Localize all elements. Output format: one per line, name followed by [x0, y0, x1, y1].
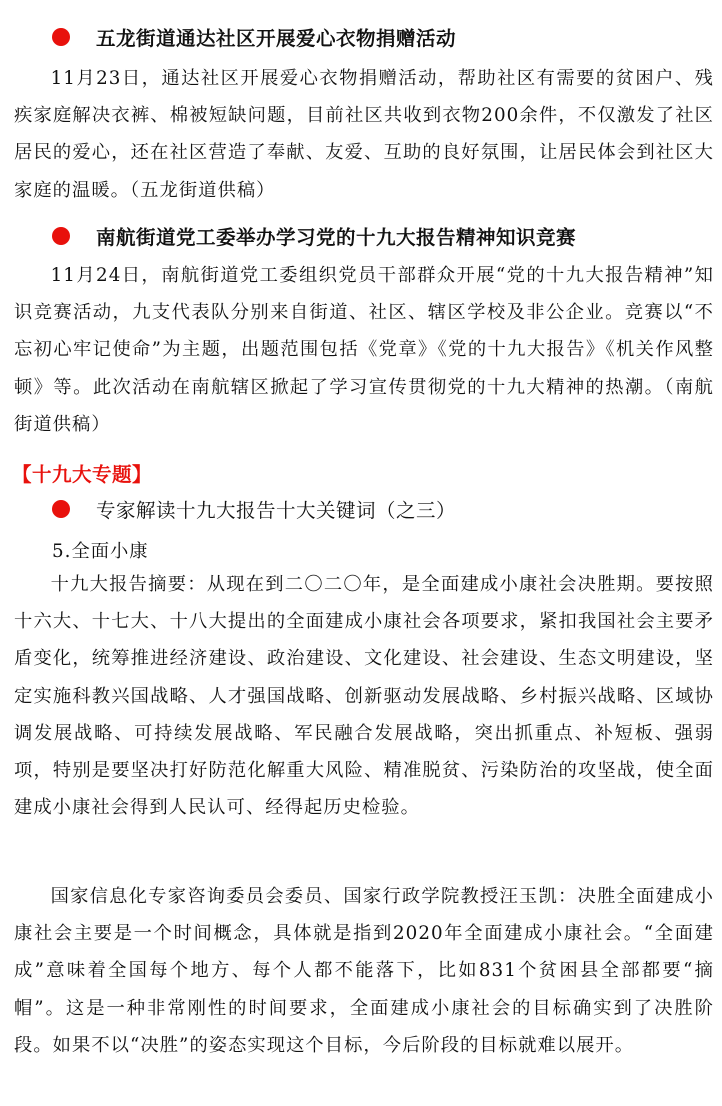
news-item-2-title: 南航街道党工委举办学习党的十九大报告精神知识竞赛 [96, 226, 577, 249]
news-item-1-title: 五龙街道通达社区开展爱心衣物捐赠活动 [96, 27, 457, 50]
red-bullet-icon [52, 28, 70, 46]
report-excerpt-paragraph: 十九大报告摘要：从现在到二〇二〇年，是全面建成小康社会决胜期。要按照十六大、十七大、十八大提出的全面建成小康社会各项要求，紧扣我国社会主要矛盾变化，统筹推进经济建设、政治建设、文化建设、社会建设、生态文明建设，坚定实施科教兴国战略、人才强国战略、创新驱动发展战略、乡村振兴战略、区域协调发展战略、可持续发展战略、军民融合发展战略，突出抓重点、补短板、强弱项，特别是要坚决打好防范化解重大风险、精准脱贫、污染防治的攻坚战，使全面建成小康社会得到人民认可、经得起历史检验。 [14, 574, 714, 819]
special-topic-label: 【十九大专题】 [12, 463, 153, 486]
news-item-1-body: 11月23日，通达社区开展爱心衣物捐赠活动，帮助社区有需要的贫困户、残疾家庭解决衣裤、棉被短缺问题，目前社区共收到衣物200余件，不仅激发了社区居民的爱心，还在社区营造了奉献、友爱、互助的良好氛围，让居民体会到社区大家庭的温暖。（五龙街道供稿） [14, 68, 714, 201]
news-item-2-heading [52, 219, 576, 253]
keyword-subheading: 5.全面小康 [52, 541, 149, 562]
news-item-2-body: 11月24日，南航街道党工委组织党员干部群众开展“党的十九大报告精神”知识竞赛活动，九支代表队分别来自街道、社区、辖区学校及非公企业。竞赛以“不忘初心牢记使命”为主题，出题范围包括《党章》《党的十九大报告》《机关作风整顿》等。此次活动在南航辖区掀起了学习宣传贯彻党的十九大精神的热潮。（南航街道供稿） [14, 265, 714, 435]
special-topic-title: 专家解读十九大报告十大关键词（之三） [96, 499, 457, 522]
red-bullet-icon [52, 227, 70, 245]
red-bullet-icon [52, 500, 70, 518]
special-topic-heading [52, 492, 456, 526]
expert-commentary-paragraph: 国家信息化专家咨询委员会委员、国家行政学院教授汪玉凯：决胜全面建成小康社会主要是一个时间概念，具体就是指到2020年全面建成小康社会。“全面建成”意味着全国每个地方、每个人都不能落下，比如831个贫困县全部都要“摘帽”。这是一种非常刚性的时间要求，全面建成小康社会的目标确实到了决胜阶段。如果不以“决胜”的姿态实现这个目标，今后阶段的目标就难以展开。 [14, 886, 714, 1056]
news-item-1-heading [52, 20, 456, 54]
